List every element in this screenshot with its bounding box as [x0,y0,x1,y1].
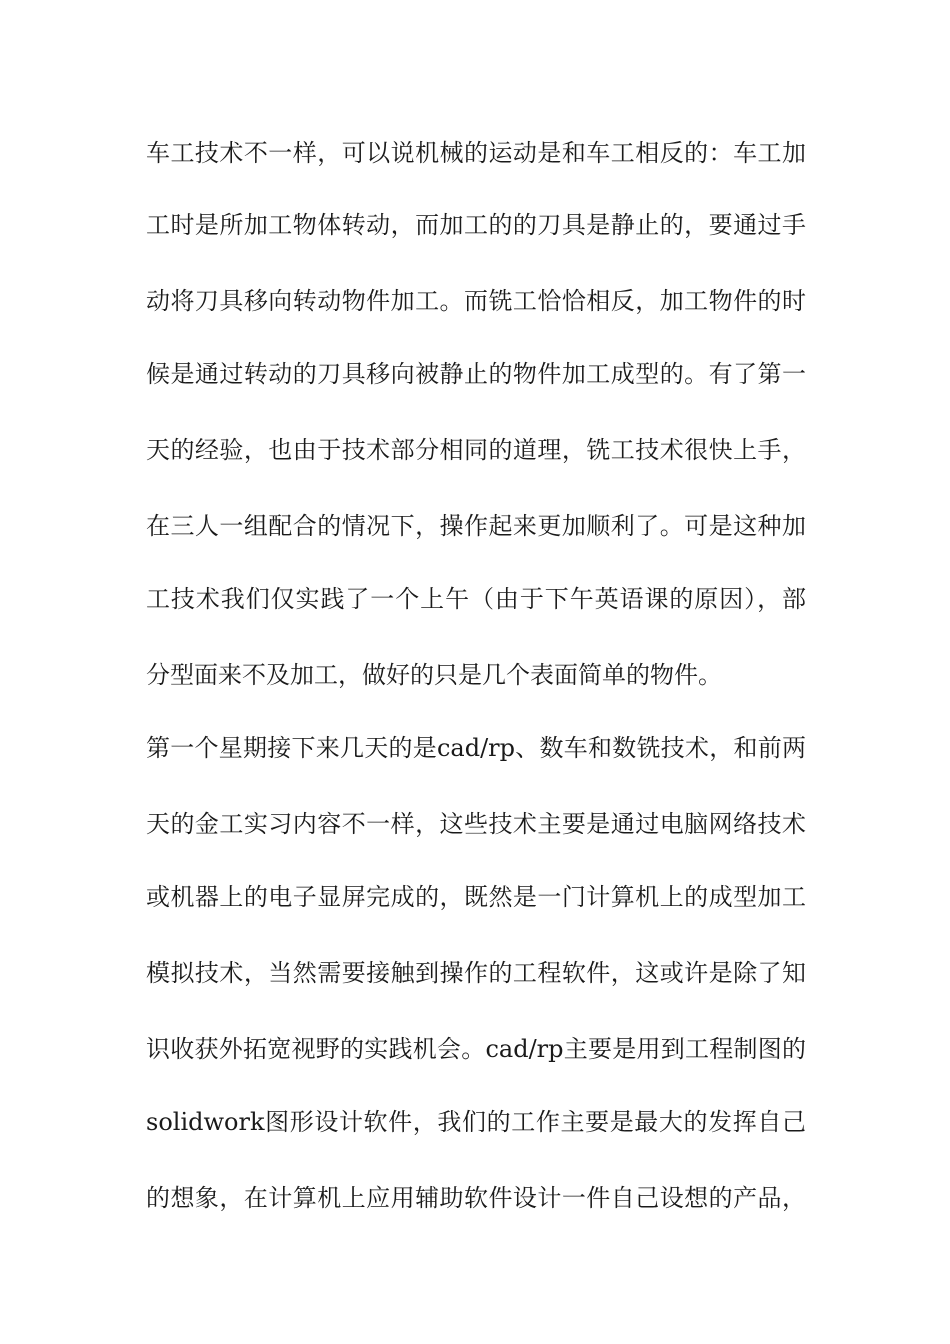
text-line: 或机器上的电子显屏完成的，既然是一门计算机上的成型加工 [146,883,806,911]
text-line: 动将刀具移向转动物件加工。而铣工恰恰相反，加工物件的时 [146,287,806,315]
text-line: 天的经验，也由于技术部分相同的道理，铣工技术很快上手， [146,436,806,464]
text-line: solidwork图形设计软件，我们的工作主要是最大的发挥自己 [146,1108,806,1136]
text-line: 第一个星期接下来几天的是cad/rp、数车和数铣技术，和前两 [146,734,806,762]
text-line: 在三人一组配合的情况下，操作起来更加顺利了。可是这种加 [146,512,806,540]
text-line: 的想象，在计算机上应用辅助软件设计一件自己设想的产品， [146,1184,806,1212]
text-line: 工技术我们仅实践了一个上午（由于下午英语课的原因），部 [146,585,806,613]
text-line: 工时是所加工物体转动，而加工的的刀具是静止的，要通过手 [146,211,806,239]
text-line: 模拟技术，当然需要接触到操作的工程软件，这或许是除了知 [146,959,806,987]
text-line: 分型面来不及加工，做好的只是几个表面简单的物件。 [146,661,722,689]
text-line: 识收获外拓宽视野的实践机会。cad/rp主要是用到工程制图的 [146,1035,806,1063]
text-line: 车工技术不一样，可以说机械的运动是和车工相反的：车工加 [146,139,806,167]
text-line: 候是通过转动的刀具移向被静止的物件加工成型的。有了第一 [146,360,806,388]
text-line: 天的金工实习内容不一样，这些技术主要是通过电脑网络技术 [146,810,806,838]
